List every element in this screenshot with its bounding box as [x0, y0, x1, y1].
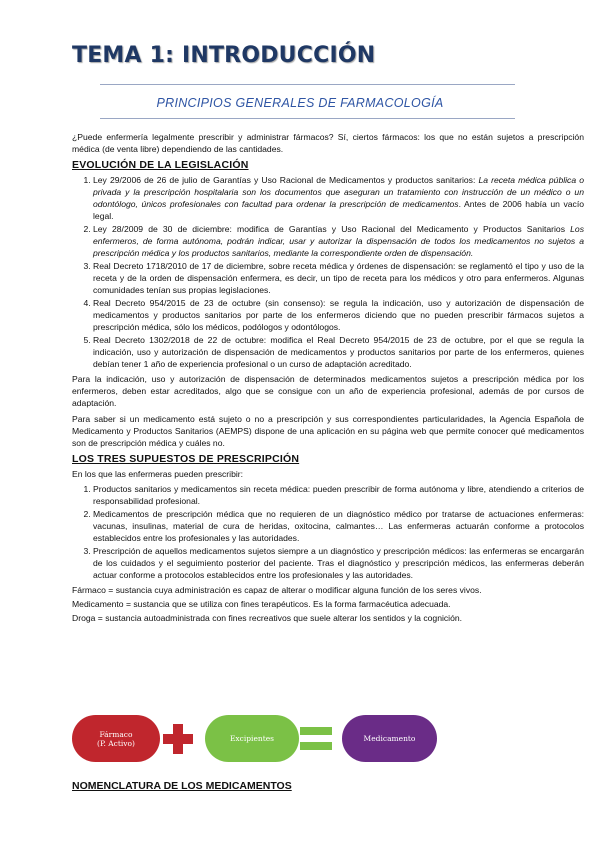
equals-sign-bottom — [300, 742, 332, 750]
legislacion-paragraph-2: Para saber si un medicamento está sujeto o no a prescripción y sus correspondientes particularidades, la Agencia Española de Medicamento y Productos Sanitarios (AEMPS) dispone de una aplicación en su página web que permite conocer qué medicamentos son de prescripción médica y cuáles no. — [72, 414, 584, 448]
page-subtitle: PRINCIPIOS GENERALES DE FARMACOLOGÍA — [156, 96, 444, 110]
farmaco-shape: Fármaco (P. Activo) — [72, 715, 160, 762]
supuestos-list — [72, 483, 584, 581]
list-item: 2. Medicamentos de prescripción médica que no requieren de un diagnóstico médico por tratarse de actuaciones enfermeras: vacunas, insulinas, material de cura de heridas, oxitocina, calmantes… Las enfermeras actuarán conforme a protocolos establecidos entre los profesionales y las autoridades. — [93, 508, 584, 544]
list-item: 1. Ley 29/2006 de 26 de julio de Garantías y Uso Racional de Medicamentos y productos sanitarios: La receta médica pública o privada y la prescripción hospitalaria son los documentos que aseguran un tratamiento con instrucción de un médico o un odontólogo, únicos profesionales con facultad para ordenar la prescripción de medicamentos. Antes de 2006 había un vacío legal. — [93, 174, 584, 222]
list-item: 5. Real Decreto 1302/2018 de 22 de octubre: modifica el Real Decreto 954/2015 de 23 de octubre, por el que se regula la indicación, uso y autorización de dispensación de medicamentos y productos sanitarios por parte de los enfermeros, quienes debían tener 1 año de experiencia profesional o un curso de adaptación acreditado. — [93, 334, 584, 370]
definition-farmaco: Fármaco = sustancia cuya administración es capaz de alterar o modificar alguna función de los seres vivos. — [72, 585, 482, 595]
title-divider-bottom — [100, 118, 515, 119]
legislacion-list — [72, 174, 584, 370]
list-item: 3. Prescripción de aquellos medicamentos sujetos siempre a un diagnóstico y prescripción médicos: las enfermeras se encargarán de los cuidados y el seguimiento posterior del paciente. Tras el diagnóstico y prescripción médicos, las enfermeras deberán actuar conforme a protocolos establecidos entre los profesionales y las autoridades. — [93, 545, 584, 581]
list-item: 2. Ley 28/2009 de 30 de diciembre: modifica de Garantías y Uso Racional del Medicamento y Productos Sanitarios Los enfermeros, de forma autónoma, podrán indicar, usar y autorizar la dispensación de todos los medicamentos no sujetos a prescripción médica y los productos sanitarios, mediante la correspondiente orden de dispensación. — [93, 223, 584, 259]
excipientes-shape: Excipientes — [205, 715, 299, 762]
section-heading-supuestos: LOS TRES SUPUESTOS DE PRESCRIPCIÓN — [72, 453, 300, 465]
list-item: 1. Productos sanitarios y medicamentos sin receta médica: pueden prescribir de forma autónoma y libre, atendiendo a criterios de responsabilidad profesional. — [93, 483, 584, 507]
list-item: 4. Real Decreto 954/2015 de 23 de octubre (sin consenso): se regula la indicación, uso y autorización de dispensación de medicamentos y productos sanitarios por parte de los enfermeros diciendo que no pueden prescribir fármacos sujetos a prescripción médica, sólo los médicos, podólogos y odontólogos. — [93, 297, 584, 333]
medicamento-shape: Medicamento — [342, 715, 437, 762]
list-item: 3. Real Decreto 1718/2010 de 17 de diciembre, sobre receta médica y órdenes de dispensación: se reglamentó el tipo y uso de la receta y de la orden de dispensación enfermera, es decir, un tipo de receta para los médicos y otro para enfermeros. Algunas comunidades tenían sus propias legislaciones. — [93, 260, 584, 296]
definition-droga: Droga = sustancia autoadministrada con fines recreativos que suele alterar los sentidos y la cognición. — [72, 613, 463, 623]
legislacion-paragraph-1: Para la indicación, uso y autorización de dispensación de determinados medicamentos sujetos a prescripción médica por los enfermeros, deben estar acreditados, algo que se consigue con un año de experiencia profesional, además de por cursos de adaptación. — [72, 374, 584, 408]
definition-medicamento: Medicamento = sustancia que se utiliza con fines terapéuticos. Es la forma farmacéutica adecuada. — [72, 599, 451, 609]
document-body — [72, 131, 584, 626]
medicamento-equation-diagram — [72, 714, 512, 764]
section-heading-nomenclatura: NOMENCLATURA DE LOS MEDICAMENTOS — [72, 780, 292, 792]
intro-paragraph: ¿Puede enfermería legalmente prescribir y administrar fármacos? Sí, ciertos fármacos: los que no están sujetos a prescripción médica (de venta libre) dependiendo de las cantidades. — [72, 132, 584, 154]
equals-sign-top — [300, 727, 332, 735]
plus-sign-horizontal — [163, 734, 193, 744]
title-divider-top — [100, 84, 515, 85]
section-heading-legislacion: EVOLUCIÓN DE LA LEGISLACIÓN — [72, 159, 249, 171]
definitions — [72, 584, 584, 624]
supuestos-lead: En los que las enfermeras pueden prescribir: — [72, 469, 244, 479]
page-title: TEMA 1: INTRODUCCIÓN — [72, 43, 376, 68]
